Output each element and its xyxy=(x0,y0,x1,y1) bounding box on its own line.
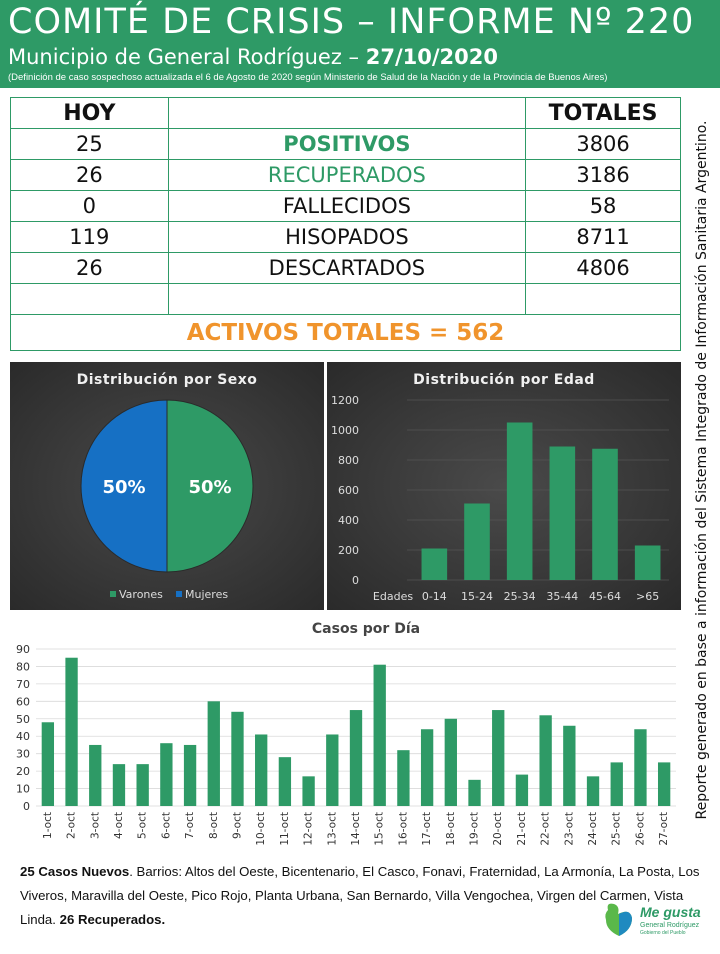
age-bar xyxy=(422,549,448,581)
empty-cell xyxy=(11,284,169,315)
age-y-tick: 0 xyxy=(352,574,359,587)
recovered-count: 26 Recuperados. xyxy=(59,912,166,927)
daily-bar xyxy=(634,729,646,806)
sex-chart-title: Distribución por Sexo xyxy=(76,372,258,388)
age-x-tick: 25-34 xyxy=(503,590,536,603)
daily-x-tick: 13-oct xyxy=(326,812,339,846)
daily-x-tick: 21-oct xyxy=(515,812,528,846)
daily-bar xyxy=(516,775,528,806)
daily-x-tick: 4-oct xyxy=(112,812,125,839)
age-x-tick: 0-14 xyxy=(421,590,447,603)
daily-chart-title: Casos por Día xyxy=(311,621,421,637)
daily-bar xyxy=(374,665,386,806)
daily-cases-chart xyxy=(6,616,686,846)
daily-x-tick: 20-oct xyxy=(492,812,505,846)
hisopados-hoy: 119 xyxy=(11,222,169,253)
daily-bar xyxy=(658,762,670,806)
daily-bar xyxy=(326,734,338,806)
stats-row-descartados xyxy=(11,253,681,284)
daily-bar xyxy=(42,722,54,806)
report-header xyxy=(0,0,720,88)
daily-y-tick: 80 xyxy=(16,660,30,674)
age-x-tick: 45-64 xyxy=(589,590,621,603)
daily-x-tick: 16-oct xyxy=(397,812,410,846)
legend-label-mujeres: Mujeres xyxy=(185,588,229,601)
daily-x-tick: 18-oct xyxy=(444,812,457,846)
daily-x-tick: 17-oct xyxy=(421,812,434,846)
daily-bar xyxy=(65,658,77,806)
recuperados-total: 3186 xyxy=(526,160,681,191)
daily-bar xyxy=(397,750,409,806)
descartados-hoy: 26 xyxy=(11,253,169,284)
stats-header-row xyxy=(11,98,681,129)
stats-row-recuperados xyxy=(11,160,681,191)
age-chart-title: Distribución por Edad xyxy=(413,372,595,388)
col-totales-header: TOTALES xyxy=(526,98,681,129)
hisopados-label: HISOPADOS xyxy=(168,222,525,253)
daily-x-tick: 8-oct xyxy=(207,812,220,839)
daily-x-tick: 19-oct xyxy=(468,812,481,846)
recuperados-label: RECUPERADOS xyxy=(168,160,525,191)
daily-x-tick: 1-oct xyxy=(41,812,54,839)
daily-bar xyxy=(89,745,101,806)
age-bar xyxy=(507,423,533,581)
fallecidos-label: FALLECIDOS xyxy=(168,191,525,222)
daily-y-tick: 30 xyxy=(16,747,30,761)
daily-x-tick: 25-oct xyxy=(610,812,623,846)
report-title: COMITÉ DE CRISIS – INFORME Nº 220 xyxy=(8,2,695,42)
stats-row-hisopados xyxy=(11,222,681,253)
daily-bar xyxy=(302,776,314,806)
age-bar-chart xyxy=(327,362,681,610)
daily-bar xyxy=(587,776,599,806)
age-x-tick: 15-24 xyxy=(461,590,493,603)
daily-bar xyxy=(492,710,504,806)
age-y-tick: 200 xyxy=(338,544,359,557)
daily-x-tick: 27-oct xyxy=(658,812,671,846)
daily-x-tick: 2-oct xyxy=(65,812,78,839)
daily-x-tick: 3-oct xyxy=(89,812,102,839)
positivos-hoy: 25 xyxy=(11,129,169,160)
daily-bar xyxy=(255,734,267,806)
daily-x-tick: 15-oct xyxy=(373,812,386,846)
footer-summary xyxy=(20,860,700,932)
subtitle-municipality: Municipio de General Rodríguez – xyxy=(8,45,366,69)
report-date: 27/10/2020 xyxy=(365,45,498,69)
logo-sub2: Gobierno del Pueblo xyxy=(640,930,686,936)
daily-bar xyxy=(208,701,220,806)
age-chart-panel xyxy=(327,362,681,610)
pie-data-label: 50% xyxy=(102,477,146,498)
source-note xyxy=(692,110,712,830)
daily-bar xyxy=(539,715,551,806)
age-x-tick: >65 xyxy=(636,590,660,603)
daily-bar xyxy=(445,719,457,806)
daily-y-tick: 40 xyxy=(16,730,30,744)
fallecidos-hoy: 0 xyxy=(11,191,169,222)
daily-x-tick: 9-oct xyxy=(231,812,244,839)
logo-text: Me gusta xyxy=(640,904,701,920)
age-bar xyxy=(464,504,490,581)
age-bar xyxy=(550,447,576,581)
age-x-tick: 35-44 xyxy=(546,590,579,603)
legend-swatch-mujeres xyxy=(176,591,182,597)
age-y-tick: 400 xyxy=(338,514,359,527)
daily-bar xyxy=(563,726,575,806)
age-y-tick: 800 xyxy=(338,454,359,467)
daily-y-tick: 90 xyxy=(16,643,30,656)
daily-x-tick: 22-oct xyxy=(539,812,552,846)
descartados-label: DESCARTADOS xyxy=(168,253,525,284)
pie-data-label: 50% xyxy=(188,477,232,498)
daily-y-tick: 50 xyxy=(16,712,30,726)
daily-bar xyxy=(421,729,433,806)
daily-bar xyxy=(350,710,362,806)
age-y-tick: 1200 xyxy=(331,394,359,407)
daily-bar xyxy=(611,762,623,806)
stats-table xyxy=(10,97,681,351)
daily-y-tick: 70 xyxy=(16,677,30,691)
new-cases-count: 25 Casos Nuevos xyxy=(20,864,130,879)
daily-y-tick: 10 xyxy=(16,782,30,796)
daily-x-tick: 11-oct xyxy=(278,812,291,846)
col-hoy-header: HOY xyxy=(11,98,169,129)
daily-y-tick: 20 xyxy=(16,765,30,779)
definition-note: (Definición de caso sospechoso actualizada el 6 de Agosto de 2020 según Ministerio de Salud de la Nación y de la Provincia de Buenos Aires) xyxy=(8,72,608,83)
daily-x-tick: 6-oct xyxy=(160,812,173,839)
daily-x-tick: 14-oct xyxy=(350,812,362,846)
daily-bar xyxy=(231,712,243,806)
empty-cell xyxy=(168,284,525,315)
daily-y-tick: 0 xyxy=(23,800,30,813)
daily-y-tick: 60 xyxy=(16,695,30,709)
stats-row-empty xyxy=(11,284,681,315)
fallecidos-total: 58 xyxy=(526,191,681,222)
recuperados-hoy: 26 xyxy=(11,160,169,191)
neighborhoods-list: . Barrios: Altos del Oeste, Bicentenario, El Casco, Fonavi, Fraternidad, La Armonía, La Posta, Los Viveros, Maravilla del Oeste, Pico Rojo, Planta Urbana, San Bernardo, Villa Vengochea, Virgen del Carmen, Vista Linda. xyxy=(20,864,700,927)
sex-pie-chart xyxy=(10,362,324,610)
daily-bar xyxy=(468,780,480,806)
col-label-header xyxy=(168,98,525,129)
daily-bar xyxy=(160,743,172,806)
daily-x-tick: 26-oct xyxy=(634,812,647,846)
descartados-total: 4806 xyxy=(526,253,681,284)
positivos-label: POSITIVOS xyxy=(168,129,525,160)
daily-x-tick: 24-oct xyxy=(587,812,600,846)
activos-totales: ACTIVOS TOTALES = 562 xyxy=(11,315,681,351)
legend-label-varones: Varones xyxy=(119,588,163,601)
empty-cell xyxy=(526,284,681,315)
legend-swatch-varones xyxy=(110,591,116,597)
age-y-tick: 600 xyxy=(338,484,359,497)
daily-bar xyxy=(184,745,196,806)
stats-row-activos xyxy=(11,315,681,351)
daily-x-tick: 5-oct xyxy=(136,812,149,839)
daily-bar xyxy=(137,764,149,806)
report-subtitle xyxy=(8,45,498,69)
daily-x-tick: 7-oct xyxy=(184,812,197,839)
age-x-axis-label: Edades xyxy=(372,590,414,603)
daily-bar xyxy=(279,757,291,806)
daily-bar xyxy=(113,764,125,806)
sex-chart-panel xyxy=(10,362,324,610)
age-bar xyxy=(592,449,618,580)
daily-x-tick: 23-oct xyxy=(563,812,576,846)
stats-row-positivos xyxy=(11,129,681,160)
daily-x-tick: 10-oct xyxy=(255,812,268,846)
source-note-text: Reporte generado en base a información del Sistema Integrado de Información Sanitaria Argentino. xyxy=(694,120,710,820)
logo-sub1: General Rodríguez xyxy=(640,922,700,929)
age-y-tick: 1000 xyxy=(331,424,359,437)
me-gusta-logo xyxy=(602,900,702,940)
positivos-total: 3806 xyxy=(526,129,681,160)
daily-x-tick: 12-oct xyxy=(302,812,315,846)
hisopados-total: 8711 xyxy=(526,222,681,253)
stats-row-fallecidos xyxy=(11,191,681,222)
age-bar xyxy=(635,546,661,581)
